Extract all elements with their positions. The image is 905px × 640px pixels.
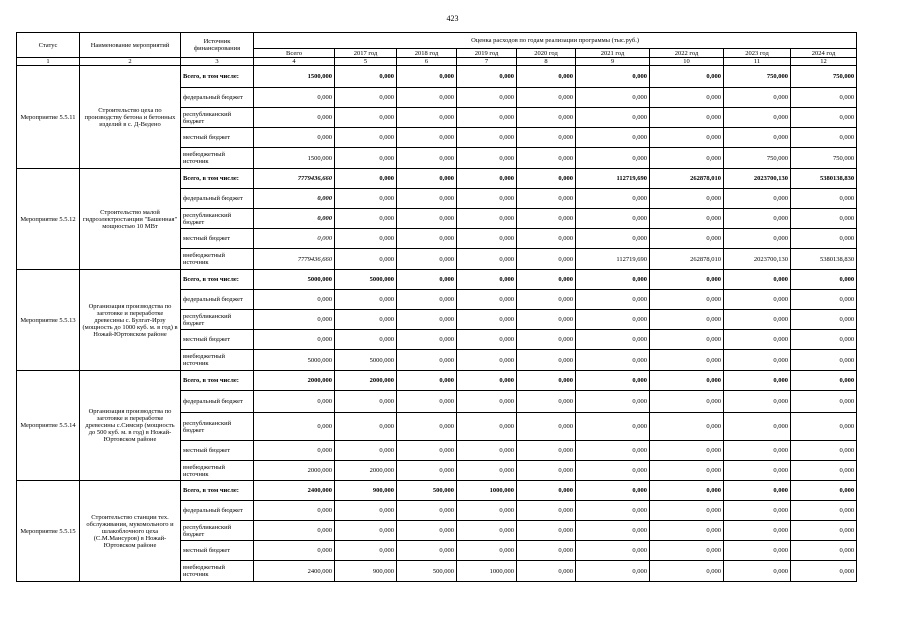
year-value-cell: 0,000	[517, 209, 576, 229]
funding-source: республиканский бюджет	[181, 209, 254, 229]
year-value-cell: 0,000	[397, 330, 457, 350]
year-value-cell: 0,000	[457, 128, 517, 148]
year-value-cell: 0,000	[457, 169, 517, 189]
year-value-cell: 0,000	[335, 441, 397, 461]
year-value-cell: 0,000	[517, 461, 576, 481]
year-value-cell: 0,000	[517, 229, 576, 249]
total-value-cell: 2400,000	[254, 561, 335, 582]
year-value-cell: 0,000	[791, 108, 857, 128]
year-value-cell: 0,000	[335, 229, 397, 249]
year-value-cell: 0,000	[517, 290, 576, 310]
year-value-cell: 0,000	[724, 561, 791, 582]
page-number: 423	[446, 14, 459, 23]
total-value-cell: 7779436,660	[254, 169, 335, 189]
year-value-cell: 0,000	[576, 561, 650, 582]
column-number: 5	[335, 58, 397, 66]
year-value-cell: 0,000	[335, 88, 397, 108]
year-value-cell: 0,000	[397, 169, 457, 189]
year-value-cell: 0,000	[517, 66, 576, 88]
year-value-cell: 0,000	[457, 461, 517, 481]
year-value-cell: 0,000	[397, 189, 457, 209]
year-value-cell: 0,000	[335, 189, 397, 209]
year-value-cell: 0,000	[397, 148, 457, 169]
funding-source: республиканский бюджет	[181, 413, 254, 441]
year-value-cell: 0,000	[650, 189, 724, 209]
measure-name: Строительство цеха по производству бетона и бетонных изделий в с. Д-Ведено	[80, 66, 181, 169]
total-value-cell: 0,000	[254, 441, 335, 461]
year-value-cell: 0,000	[397, 209, 457, 229]
funding-source: внебюджетный источник	[181, 148, 254, 169]
year-value-cell: 1000,000	[457, 561, 517, 582]
total-header: Всего	[254, 49, 335, 58]
year-value-cell: 0,000	[576, 108, 650, 128]
year-value-cell: 0,000	[335, 391, 397, 413]
total-value-cell: 2400,000	[254, 481, 335, 501]
year-value-cell: 0,000	[576, 501, 650, 521]
year-value-cell: 0,000	[457, 148, 517, 169]
funding-source: Всего, в том числе:	[181, 371, 254, 391]
year-value-cell: 0,000	[791, 521, 857, 541]
year-value-cell: 0,000	[335, 169, 397, 189]
year-value-cell: 0,000	[650, 441, 724, 461]
year-value-cell: 0,000	[791, 189, 857, 209]
year-value-cell: 0,000	[791, 128, 857, 148]
year-value-cell: 0,000	[724, 501, 791, 521]
measure-status: Мероприятие 5.5.11	[17, 66, 80, 169]
year-value-cell: 0,000	[724, 441, 791, 461]
year-value-cell: 0,000	[457, 229, 517, 249]
year-value-cell: 0,000	[650, 270, 724, 290]
year-value-cell: 0,000	[791, 350, 857, 371]
column-number: 6	[397, 58, 457, 66]
year-value-cell: 0,000	[724, 391, 791, 413]
year-value-cell: 0,000	[457, 350, 517, 371]
year-value-cell: 0,000	[335, 128, 397, 148]
year-value-cell: 0,000	[397, 66, 457, 88]
year-value-cell: 0,000	[517, 310, 576, 330]
year-value-cell: 0,000	[335, 209, 397, 229]
column-number: 8	[517, 58, 576, 66]
year-value-cell: 0,000	[457, 413, 517, 441]
total-value-cell: 2000,000	[254, 461, 335, 481]
year-value-cell: 0,000	[791, 441, 857, 461]
year-header: 2022 год	[650, 49, 724, 58]
measure-name: Организация производства по заготовке и переработке древесины с. Булгат-Ирзу (мощность до 1000 куб. м. в год) в Ножай-Юртовском районе	[80, 270, 181, 371]
year-value-cell: 0,000	[457, 371, 517, 391]
total-value-cell: 0,000	[254, 310, 335, 330]
total-value-cell: 7779436,660	[254, 249, 335, 270]
table-row	[17, 270, 857, 290]
year-value-cell: 750,000	[791, 148, 857, 169]
year-value-cell: 0,000	[650, 391, 724, 413]
total-value-cell: 0,000	[254, 88, 335, 108]
funding-source: Всего, в том числе:	[181, 169, 254, 189]
year-value-cell: 0,000	[791, 391, 857, 413]
year-value-cell: 0,000	[724, 88, 791, 108]
year-value-cell: 0,000	[576, 270, 650, 290]
column-number: 3	[181, 58, 254, 66]
year-value-cell: 5380138,830	[791, 249, 857, 270]
year-value-cell: 0,000	[650, 501, 724, 521]
year-value-cell: 0,000	[576, 209, 650, 229]
measure-status: Мероприятие 5.5.12	[17, 169, 80, 270]
total-value-cell: 0,000	[254, 330, 335, 350]
funding-source: республиканский бюджет	[181, 108, 254, 128]
year-value-cell: 0,000	[397, 249, 457, 270]
year-value-cell: 0,000	[791, 501, 857, 521]
year-value-cell: 0,000	[724, 189, 791, 209]
year-value-cell: 0,000	[457, 66, 517, 88]
year-value-cell: 0,000	[576, 371, 650, 391]
year-value-cell: 0,000	[724, 229, 791, 249]
measure-status: Мероприятие 5.5.13	[17, 270, 80, 371]
funding-source: внебюджетный источник	[181, 461, 254, 481]
year-value-cell: 0,000	[335, 521, 397, 541]
year-value-cell: 0,000	[791, 209, 857, 229]
year-value-cell: 0,000	[650, 229, 724, 249]
year-value-cell: 0,000	[724, 350, 791, 371]
year-value-cell: 0,000	[576, 189, 650, 209]
column-number: 1	[17, 58, 80, 66]
total-value-cell: 0,000	[254, 521, 335, 541]
total-value-cell: 0,000	[254, 541, 335, 561]
year-value-cell: 0,000	[335, 330, 397, 350]
year-value-cell: 0,000	[335, 66, 397, 88]
total-value-cell: 2000,000	[254, 371, 335, 391]
year-value-cell: 0,000	[335, 148, 397, 169]
year-value-cell: 0,000	[576, 413, 650, 441]
year-header: 2017 год	[335, 49, 397, 58]
year-value-cell: 0,000	[457, 391, 517, 413]
funding-source: Всего, в том числе:	[181, 66, 254, 88]
year-value-cell: 262878,010	[650, 169, 724, 189]
year-value-cell: 0,000	[650, 371, 724, 391]
year-value-cell: 900,000	[335, 481, 397, 501]
status-header: Статус	[17, 33, 80, 58]
year-value-cell: 0,000	[650, 88, 724, 108]
year-value-cell: 0,000	[457, 108, 517, 128]
year-value-cell: 0,000	[397, 391, 457, 413]
year-value-cell: 0,000	[724, 310, 791, 330]
year-value-cell: 0,000	[791, 541, 857, 561]
year-value-cell: 0,000	[397, 350, 457, 371]
year-value-cell: 0,000	[650, 330, 724, 350]
total-value-cell: 0,000	[254, 501, 335, 521]
year-value-cell: 0,000	[576, 330, 650, 350]
total-value-cell: 5000,000	[254, 350, 335, 371]
year-value-cell: 2023700,130	[724, 249, 791, 270]
table-row	[17, 371, 857, 391]
year-value-cell: 0,000	[457, 501, 517, 521]
funding-source: местный бюджет	[181, 128, 254, 148]
year-value-cell: 5380138,830	[791, 169, 857, 189]
table-row	[17, 481, 857, 501]
year-value-cell: 2000,000	[335, 371, 397, 391]
year-value-cell: 0,000	[724, 481, 791, 501]
funding-source: Всего, в том числе:	[181, 270, 254, 290]
total-value-cell: 1500,000	[254, 66, 335, 88]
year-value-cell: 0,000	[335, 310, 397, 330]
year-value-cell: 0,000	[457, 290, 517, 310]
year-value-cell: 0,000	[335, 501, 397, 521]
year-value-cell: 0,000	[576, 461, 650, 481]
funding-source: местный бюджет	[181, 330, 254, 350]
year-value-cell: 0,000	[791, 481, 857, 501]
year-header: 2024 год	[791, 49, 857, 58]
year-value-cell: 0,000	[457, 441, 517, 461]
funding-source: республиканский бюджет	[181, 521, 254, 541]
total-value-cell: 0,000	[254, 108, 335, 128]
funding-source: федеральный бюджет	[181, 391, 254, 413]
year-value-cell: 0,000	[724, 371, 791, 391]
year-value-cell: 0,000	[576, 441, 650, 461]
year-value-cell: 0,000	[335, 541, 397, 561]
year-value-cell: 0,000	[650, 66, 724, 88]
year-value-cell: 0,000	[457, 270, 517, 290]
year-value-cell: 750,000	[724, 148, 791, 169]
year-value-cell: 0,000	[397, 501, 457, 521]
table-row	[17, 169, 857, 189]
year-value-cell: 0,000	[397, 461, 457, 481]
year-value-cell: 0,000	[576, 521, 650, 541]
year-value-cell: 0,000	[576, 290, 650, 310]
funding-source: местный бюджет	[181, 541, 254, 561]
column-number-row	[17, 58, 857, 66]
year-value-cell: 0,000	[724, 330, 791, 350]
funding-source: внебюджетный источник	[181, 249, 254, 270]
year-header: 2023 год	[724, 49, 791, 58]
funding-source: внебюджетный источник	[181, 350, 254, 371]
name-header: Наименование мероприятий	[80, 33, 181, 58]
year-value-cell: 0,000	[650, 461, 724, 481]
year-value-cell: 0,000	[650, 350, 724, 371]
year-value-cell: 0,000	[791, 561, 857, 582]
year-value-cell: 0,000	[650, 561, 724, 582]
measure-name: Строительство станции тех. обслуживания, мукомольного и шлакоблочного цеха (С.М.Мансуров) в Ножай-Юртовском районе	[80, 481, 181, 582]
year-value-cell: 0,000	[791, 461, 857, 481]
year-value-cell: 0,000	[517, 270, 576, 290]
year-value-cell: 0,000	[724, 108, 791, 128]
year-value-cell: 0,000	[517, 501, 576, 521]
year-value-cell: 0,000	[517, 108, 576, 128]
column-number: 7	[457, 58, 517, 66]
column-number: 2	[80, 58, 181, 66]
year-value-cell: 0,000	[397, 521, 457, 541]
year-value-cell: 1000,000	[457, 481, 517, 501]
year-value-cell: 0,000	[335, 249, 397, 270]
year-header: 2021 год	[576, 49, 650, 58]
year-value-cell: 0,000	[650, 481, 724, 501]
year-value-cell: 0,000	[791, 413, 857, 441]
year-value-cell: 0,000	[791, 371, 857, 391]
year-value-cell: 0,000	[724, 413, 791, 441]
column-number: 9	[576, 58, 650, 66]
funding-source: республиканский бюджет	[181, 310, 254, 330]
year-value-cell: 0,000	[397, 310, 457, 330]
source-header: Источник финансирования	[181, 33, 254, 58]
year-value-cell: 5000,000	[335, 350, 397, 371]
year-value-cell: 0,000	[517, 148, 576, 169]
funding-source: федеральный бюджет	[181, 290, 254, 310]
year-value-cell: 0,000	[791, 229, 857, 249]
year-value-cell: 0,000	[517, 481, 576, 501]
total-value-cell: 0,000	[254, 189, 335, 209]
year-value-cell: 500,000	[397, 481, 457, 501]
year-value-cell: 0,000	[397, 413, 457, 441]
funding-source: федеральный бюджет	[181, 501, 254, 521]
year-value-cell: 0,000	[457, 249, 517, 270]
year-value-cell: 0,000	[724, 461, 791, 481]
year-value-cell: 0,000	[397, 270, 457, 290]
year-value-cell: 0,000	[650, 290, 724, 310]
year-value-cell: 0,000	[650, 108, 724, 128]
year-value-cell: 262878,010	[650, 249, 724, 270]
year-value-cell: 0,000	[791, 290, 857, 310]
total-value-cell: 0,000	[254, 229, 335, 249]
year-value-cell: 0,000	[650, 209, 724, 229]
year-value-cell: 0,000	[650, 541, 724, 561]
year-value-cell: 0,000	[517, 441, 576, 461]
year-value-cell: 0,000	[517, 413, 576, 441]
year-value-cell: 0,000	[335, 413, 397, 441]
year-value-cell: 0,000	[517, 541, 576, 561]
year-value-cell: 0,000	[576, 350, 650, 371]
year-value-cell: 0,000	[517, 561, 576, 582]
total-value-cell: 0,000	[254, 209, 335, 229]
year-value-cell: 0,000	[335, 290, 397, 310]
year-value-cell: 750,000	[724, 66, 791, 88]
year-value-cell: 0,000	[650, 521, 724, 541]
total-value-cell: 1500,000	[254, 148, 335, 169]
year-value-cell: 0,000	[517, 189, 576, 209]
year-value-cell: 2000,000	[335, 461, 397, 481]
year-value-cell: 0,000	[457, 541, 517, 561]
funding-source: федеральный бюджет	[181, 189, 254, 209]
year-header: 2020 год	[517, 49, 576, 58]
year-value-cell: 0,000	[791, 310, 857, 330]
year-value-cell: 0,000	[517, 169, 576, 189]
measure-status: Мероприятие 5.5.14	[17, 371, 80, 481]
column-number: 11	[724, 58, 791, 66]
year-value-cell: 0,000	[791, 270, 857, 290]
year-header: 2018 год	[397, 49, 457, 58]
year-value-cell: 750,000	[791, 66, 857, 88]
year-value-cell: 0,000	[517, 330, 576, 350]
year-value-cell: 0,000	[517, 391, 576, 413]
year-value-cell: 0,000	[397, 88, 457, 108]
year-value-cell: 0,000	[791, 330, 857, 350]
year-value-cell: 0,000	[650, 128, 724, 148]
column-number: 10	[650, 58, 724, 66]
year-value-cell: 0,000	[650, 413, 724, 441]
funding-source: местный бюджет	[181, 441, 254, 461]
year-value-cell: 0,000	[517, 521, 576, 541]
total-value-cell: 0,000	[254, 391, 335, 413]
expenditure-table	[16, 32, 857, 582]
year-value-cell: 5000,000	[335, 270, 397, 290]
year-value-cell: 0,000	[576, 128, 650, 148]
total-value-cell: 5000,000	[254, 270, 335, 290]
year-value-cell: 500,000	[397, 561, 457, 582]
year-value-cell: 0,000	[397, 290, 457, 310]
year-value-cell: 0,000	[397, 441, 457, 461]
column-number: 4	[254, 58, 335, 66]
year-value-cell: 0,000	[576, 66, 650, 88]
year-value-cell: 112719,690	[576, 169, 650, 189]
year-value-cell: 0,000	[650, 148, 724, 169]
measure-status: Мероприятие 5.5.15	[17, 481, 80, 582]
year-header: 2019 год	[457, 49, 517, 58]
year-value-cell: 0,000	[517, 88, 576, 108]
year-value-cell: 0,000	[576, 229, 650, 249]
table-body	[17, 66, 857, 582]
year-value-cell: 0,000	[517, 128, 576, 148]
year-value-cell: 0,000	[724, 209, 791, 229]
year-value-cell: 0,000	[724, 290, 791, 310]
year-value-cell: 0,000	[517, 371, 576, 391]
total-value-cell: 0,000	[254, 413, 335, 441]
year-value-cell: 0,000	[397, 229, 457, 249]
year-value-cell: 0,000	[397, 128, 457, 148]
year-value-cell: 0,000	[576, 310, 650, 330]
year-value-cell: 0,000	[724, 270, 791, 290]
year-value-cell: 2023700,130	[724, 169, 791, 189]
funding-source: Всего, в том числе:	[181, 481, 254, 501]
year-value-cell: 0,000	[791, 88, 857, 108]
year-value-cell: 0,000	[457, 521, 517, 541]
measure-name: Строительство малой гидроэлектростанции "Башенная" мощностью 10 МВт	[80, 169, 181, 270]
funding-source: местный бюджет	[181, 229, 254, 249]
total-value-cell: 0,000	[254, 128, 335, 148]
year-value-cell: 0,000	[457, 189, 517, 209]
column-number: 12	[791, 58, 857, 66]
year-value-cell: 0,000	[397, 541, 457, 561]
estimate-header: Оценка расходов по годам реализации программы (тыс.руб.)	[254, 33, 857, 49]
year-value-cell: 0,000	[457, 88, 517, 108]
total-value-cell: 0,000	[254, 290, 335, 310]
year-value-cell: 0,000	[457, 209, 517, 229]
year-value-cell: 0,000	[576, 88, 650, 108]
table-row	[17, 66, 857, 88]
year-value-cell: 0,000	[517, 350, 576, 371]
year-value-cell: 0,000	[576, 391, 650, 413]
year-value-cell: 0,000	[517, 249, 576, 270]
year-value-cell: 0,000	[724, 521, 791, 541]
year-value-cell: 0,000	[650, 310, 724, 330]
year-value-cell: 0,000	[576, 481, 650, 501]
year-value-cell: 0,000	[397, 371, 457, 391]
year-value-cell: 112719,690	[576, 249, 650, 270]
year-value-cell: 0,000	[576, 148, 650, 169]
measure-name: Организация производства по заготовке и переработке древесины с.Симсир (мощность до 500 куб. м. в год) в Ножай-Юртовском районе	[80, 371, 181, 481]
funding-source: федеральный бюджет	[181, 88, 254, 108]
year-value-cell: 900,000	[335, 561, 397, 582]
year-value-cell: 0,000	[457, 310, 517, 330]
year-value-cell: 0,000	[724, 541, 791, 561]
funding-source: внебюджетный источник	[181, 561, 254, 582]
year-value-cell: 0,000	[457, 330, 517, 350]
year-value-cell: 0,000	[576, 541, 650, 561]
year-value-cell: 0,000	[724, 128, 791, 148]
year-value-cell: 0,000	[335, 108, 397, 128]
year-value-cell: 0,000	[397, 108, 457, 128]
